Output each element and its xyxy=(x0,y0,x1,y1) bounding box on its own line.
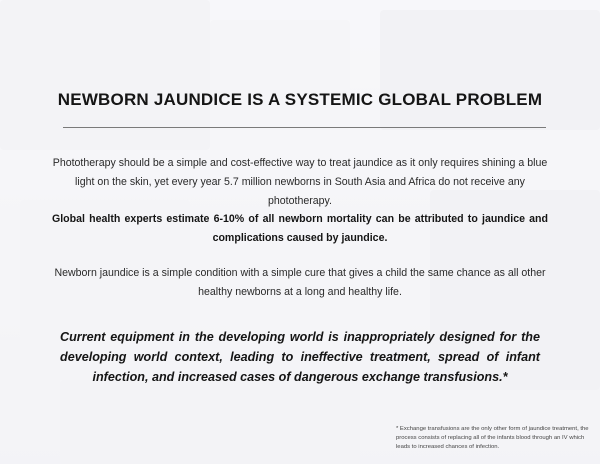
page-title: NEWBORN JAUNDICE IS A SYSTEMIC GLOBAL PROBLEM xyxy=(57,90,543,109)
paragraph-equipment: Current equipment in the developing world is inappropriately designed for the developing world context, leading to ineffective treatment, spread of infant infection, and increased cases of dangerous exchange transfusions.* xyxy=(60,330,540,384)
footnote: * Exchange transfusions are the only other form of jaundice treatment, the process consists of replacing all of the infants blood through an IV which leads to increased chances of infection. xyxy=(396,426,589,450)
paragraph-mortality: Global health experts estimate 6-10% of all newborn mortality can be attributed to jaundice and complications caused by jaundice. xyxy=(52,213,548,244)
paragraph-simple-cure: Newborn jaundice is a simple condition with a simple cure that gives a child the same chance as all other healthy newborns at a long and healthy life. xyxy=(54,267,546,298)
title-divider xyxy=(63,127,546,128)
paragraph-phototherapy: Phototherapy should be a simple and cost-effective way to treat jaundice as it only requires shining a blue light on the skin, yet every year 5.7 million newborns in South Asia and Africa do not receive any phototherapy. xyxy=(52,157,548,207)
